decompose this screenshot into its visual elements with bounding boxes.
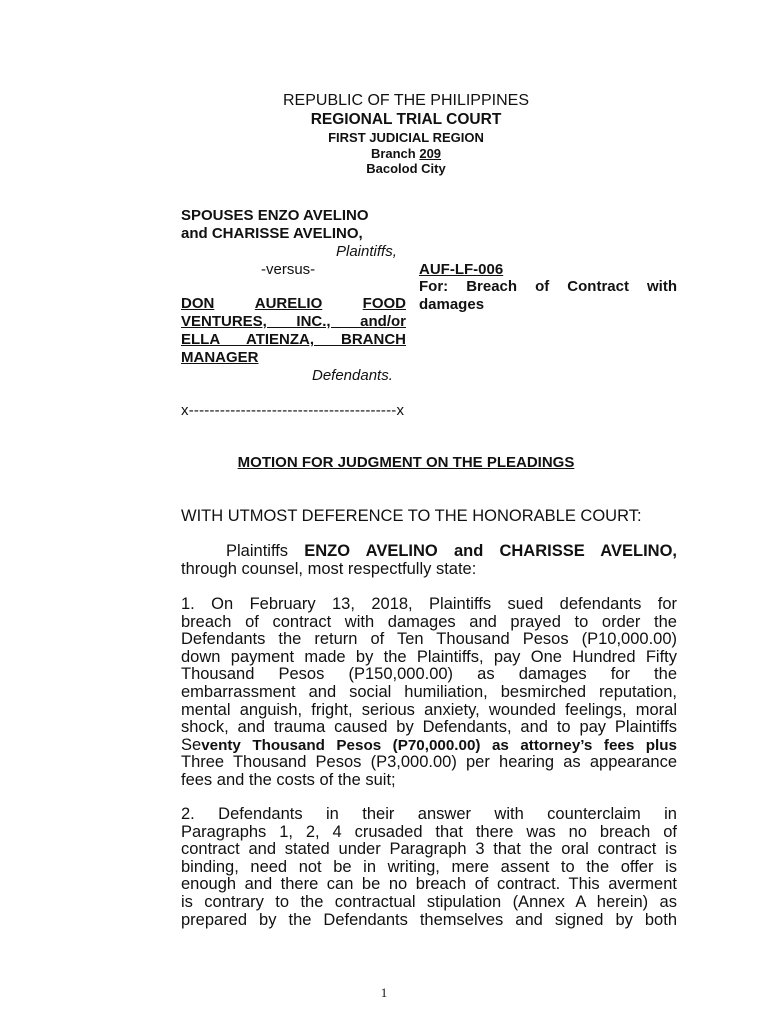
defendants-word-3: FOOD bbox=[362, 295, 406, 312]
intro-line-1 bbox=[181, 543, 677, 561]
header-branch bbox=[181, 146, 631, 161]
defendants-line-3: ELLA ATIENZA, BRANCH bbox=[181, 331, 406, 348]
motion-title: MOTION FOR JUDGMENT ON THE PLEADINGS bbox=[237, 454, 575, 471]
paragraph-2 bbox=[181, 806, 677, 929]
p2-line: contract and stated under Paragraph 3 that the oral contract is bbox=[181, 840, 677, 859]
branch-label: Branch bbox=[370, 146, 420, 161]
p2-line: prepared by the Defendants themselves and signed by both bbox=[181, 910, 677, 929]
p1-line: down payment made by the Plaintiffs, pay One Hundred Fifty bbox=[181, 647, 677, 666]
caption-separator: x----------------------------------------x bbox=[181, 402, 405, 419]
p1-line: Thousand Pesos (P150,000.00) as damages for the bbox=[181, 665, 677, 684]
branch-number: 209 bbox=[419, 146, 442, 161]
plaintiffs-role: Plaintiffs, bbox=[336, 243, 397, 260]
defendants-line-2: VENTURES, INC., and/or bbox=[181, 313, 406, 330]
salutation: WITH UTMOST DEFERENCE TO THE HONORABLE COURT: bbox=[181, 507, 642, 525]
p2-line: is contrary to the contractual stipulation (Annex A herein) as bbox=[181, 892, 677, 911]
plaintiffs-line-2: and CHARISSE AVELINO, bbox=[181, 225, 363, 242]
p2-line: enough and there can be no breach of contract. This averment bbox=[181, 875, 677, 894]
p2-line: 2. Defendants in their answer with counterclaim in bbox=[181, 805, 677, 823]
p1-line: breach of contract with damages and prayed to order the bbox=[181, 612, 677, 631]
plaintiff-names: ENZO AVELINO and CHARISSE AVELINO, bbox=[304, 542, 677, 560]
p1-line: fees and the costs of the suit; bbox=[181, 770, 396, 789]
versus-label: -versus- bbox=[261, 261, 316, 278]
case-number: AUF-LF-006 bbox=[419, 261, 504, 278]
p1-line-9-bold: venty Thousand Pesos (P70,000.00) as attorney’s fees plus bbox=[201, 736, 677, 754]
header-republic: REPUBLIC OF THE PHILIPPINES bbox=[283, 92, 529, 109]
p1-line: shock, and trauma caused by Defendants, and to pay Plaintiffs bbox=[181, 718, 677, 737]
case-nature-line-1: For: Breach of Contract with bbox=[419, 278, 677, 295]
defendants-word-2: AURELIO bbox=[254, 295, 323, 312]
intro-prefix: Plaintiffs bbox=[226, 542, 305, 560]
p1-line: Defendants the return of Ten Thousand Pesos (P10,000.00) bbox=[181, 630, 677, 649]
defendants-role: Defendants. bbox=[312, 367, 393, 384]
p1-line: embarrassment and social humiliation, besmirched reputation, bbox=[181, 682, 677, 701]
defendants-line-4: MANAGER bbox=[181, 349, 259, 366]
intro-paragraph bbox=[181, 543, 677, 578]
case-nature-line-2: damages bbox=[419, 296, 485, 313]
header-city: Bacolod City bbox=[366, 161, 446, 176]
p1-line-9-start: Se bbox=[181, 735, 202, 754]
defendants-line-1 bbox=[181, 295, 406, 313]
p2-line: Paragraphs 1, 2, 4 crusaded that there was no breach of bbox=[181, 822, 677, 841]
page-number: 1 bbox=[380, 985, 388, 1000]
header-region: FIRST JUDICIAL REGION bbox=[328, 130, 484, 145]
header-court: REGIONAL TRIAL COURT bbox=[310, 111, 502, 128]
paragraph-1 bbox=[181, 596, 677, 790]
p1-line: Three Thousand Pesos (P3,000.00) per hearing as appearance bbox=[181, 753, 677, 772]
intro-line-2: through counsel, most respectfully state: bbox=[181, 559, 477, 578]
p1-line: 1. On February 13, 2018, Plaintiffs sued defendants for bbox=[181, 595, 677, 613]
p2-line: binding, need not be in writing, mere assent to the offer is bbox=[181, 857, 677, 876]
p1-line-9 bbox=[181, 737, 677, 755]
defendants-word-1: DON bbox=[181, 295, 215, 312]
p1-line: mental anguish, fright, serious anxiety, wounded feelings, moral bbox=[181, 700, 677, 719]
plaintiffs-line-1: SPOUSES ENZO AVELINO bbox=[181, 207, 369, 224]
